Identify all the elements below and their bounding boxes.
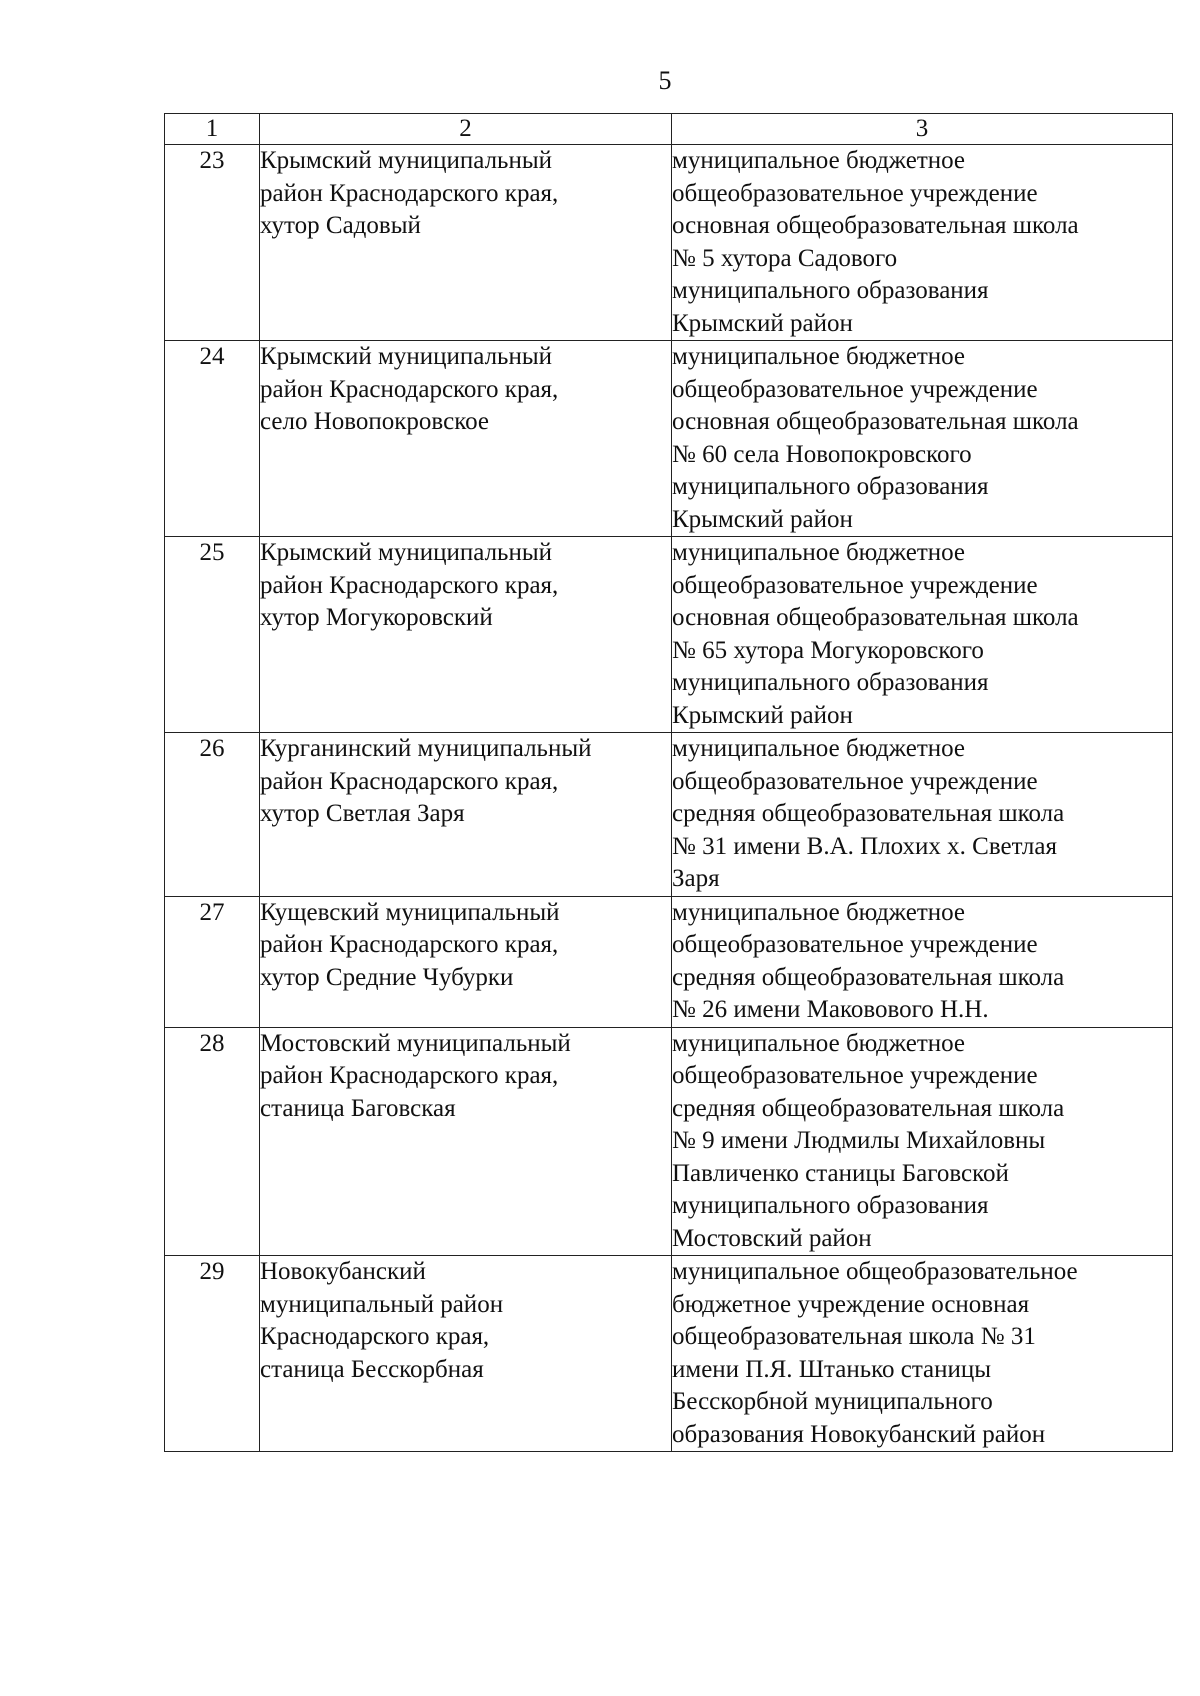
organization-line: Павличенко станицы Баговской [672,1159,1009,1187]
location-line: район Краснодарского края, [260,767,559,795]
location-line: Крымский муниципальный [260,343,553,370]
location-cell [260,537,672,733]
location-line: Краснодарского края, [260,1323,490,1350]
location-line: станица Бесскорбная [260,1355,484,1383]
location-line: хутор Могукоровский [260,604,493,631]
organization-line: Бесскорбной муниципального [672,1388,993,1415]
organization-line: общеобразовательное учреждение [672,1062,1038,1089]
row-number: 27 [165,896,260,1027]
organization-cell [672,733,1173,897]
organization-line: № 31 имени В.А. Плохих х. Светлая [672,832,1057,860]
organization-line: основная общеобразовательная школа [672,604,1079,631]
location-line: хутор Средние Чубурки [260,963,514,991]
organization-line: общеобразовательное учреждение [672,375,1038,403]
table-header-row [165,114,1173,145]
organization-line: общеобразовательное учреждение [672,931,1038,958]
organization-line: общеобразовательное учреждение [672,571,1038,599]
organization-line: бюджетное учреждение основная [672,1290,1030,1318]
organization-line: имени П.Я. Штанько станицы [672,1355,992,1383]
location-cell [260,145,672,341]
schools-table [164,113,1173,1452]
row-number: 24 [165,341,260,537]
location-line: район Краснодарского края, [260,1062,559,1089]
organization-line: образования Новокубанский район [672,1420,1046,1448]
organization-cell [672,1027,1173,1256]
organization-line: общеобразовательное учреждение [672,179,1038,207]
location-line: Новокубанский [260,1258,426,1285]
organization-line: № 65 хутора Могукоровского [672,636,984,664]
location-line: район Краснодарского края, [260,375,559,403]
table-row [165,341,1173,537]
organization-line: муниципальное бюджетное [672,1029,966,1057]
organization-line: Крымский район [672,701,853,729]
organization-line: муниципальное бюджетное [672,343,966,370]
location-line: Курганинский муниципальный [260,735,592,762]
table-row [165,537,1173,733]
location-cell [260,1256,672,1452]
column-header-organization: 3 [672,114,1173,145]
location-line: район Краснодарского края, [260,571,559,599]
column-header-number: 1 [165,114,260,145]
organization-line: общеобразовательное учреждение [672,767,1038,795]
location-line: Крымский муниципальный [260,147,553,174]
organization-line: общеобразовательная школа № 31 [672,1323,1036,1350]
organization-line: средняя общеобразовательная школа [672,1094,1065,1122]
location-line: хутор Садовый [260,212,421,239]
organization-line: Мостовский район [672,1224,872,1252]
location-cell [260,896,672,1027]
location-line: Кущевский муниципальный [260,898,560,926]
location-line: станица Баговская [260,1094,456,1122]
organization-line: Крымский район [672,505,853,533]
organization-line: Крымский район [672,309,853,337]
table-row [165,145,1173,341]
location-line: муниципальный район [260,1290,504,1318]
location-line: Мостовский муниципальный [260,1029,571,1057]
organization-cell [672,537,1173,733]
organization-line: № 9 имени Людмилы Михайловны [672,1127,1046,1154]
row-number: 29 [165,1256,260,1452]
organization-line: средняя общеобразовательная школа [672,800,1065,827]
organization-line: муниципальное общеобразовательное [672,1258,1078,1285]
organization-line: основная общеобразовательная школа [672,212,1079,239]
organization-line: муниципального образования [672,473,989,500]
location-line: район Краснодарского края, [260,931,559,958]
organization-line: № 26 имени Маковового Н.Н. [672,996,989,1023]
organization-line: № 60 села Новопокровского [672,440,972,468]
organization-line: муниципальное бюджетное [672,539,966,566]
location-line: хутор Светлая Заря [260,800,465,827]
location-cell [260,341,672,537]
organization-line: муниципальное бюджетное [672,735,966,762]
organization-cell [672,341,1173,537]
row-number: 28 [165,1027,260,1256]
organization-line: основная общеобразовательная школа [672,408,1079,435]
table-row [165,896,1173,1027]
table-row [165,1256,1173,1452]
column-header-location: 2 [260,114,672,145]
table-row [165,733,1173,897]
organization-cell [672,896,1173,1027]
page-number: 5 [658,66,672,95]
organization-line: № 5 хутора Садового [672,244,898,272]
table-row [165,1027,1173,1256]
organization-line: Заря [672,865,720,892]
row-number: 26 [165,733,260,897]
organization-line: муниципального образования [672,669,989,696]
organization-line: муниципальное бюджетное [672,898,966,926]
row-number: 23 [165,145,260,341]
organization-line: муниципальное бюджетное [672,147,966,174]
row-number: 25 [165,537,260,733]
organization-line: средняя общеобразовательная школа [672,963,1065,991]
location-cell [260,1027,672,1256]
location-line: Крымский муниципальный [260,539,553,566]
organization-line: муниципального образования [672,277,989,304]
location-cell [260,733,672,897]
organization-cell [672,1256,1173,1452]
organization-cell [672,145,1173,341]
location-line: село Новопокровское [260,408,489,435]
location-line: район Краснодарского края, [260,179,559,207]
organization-line: муниципального образования [672,1192,989,1219]
